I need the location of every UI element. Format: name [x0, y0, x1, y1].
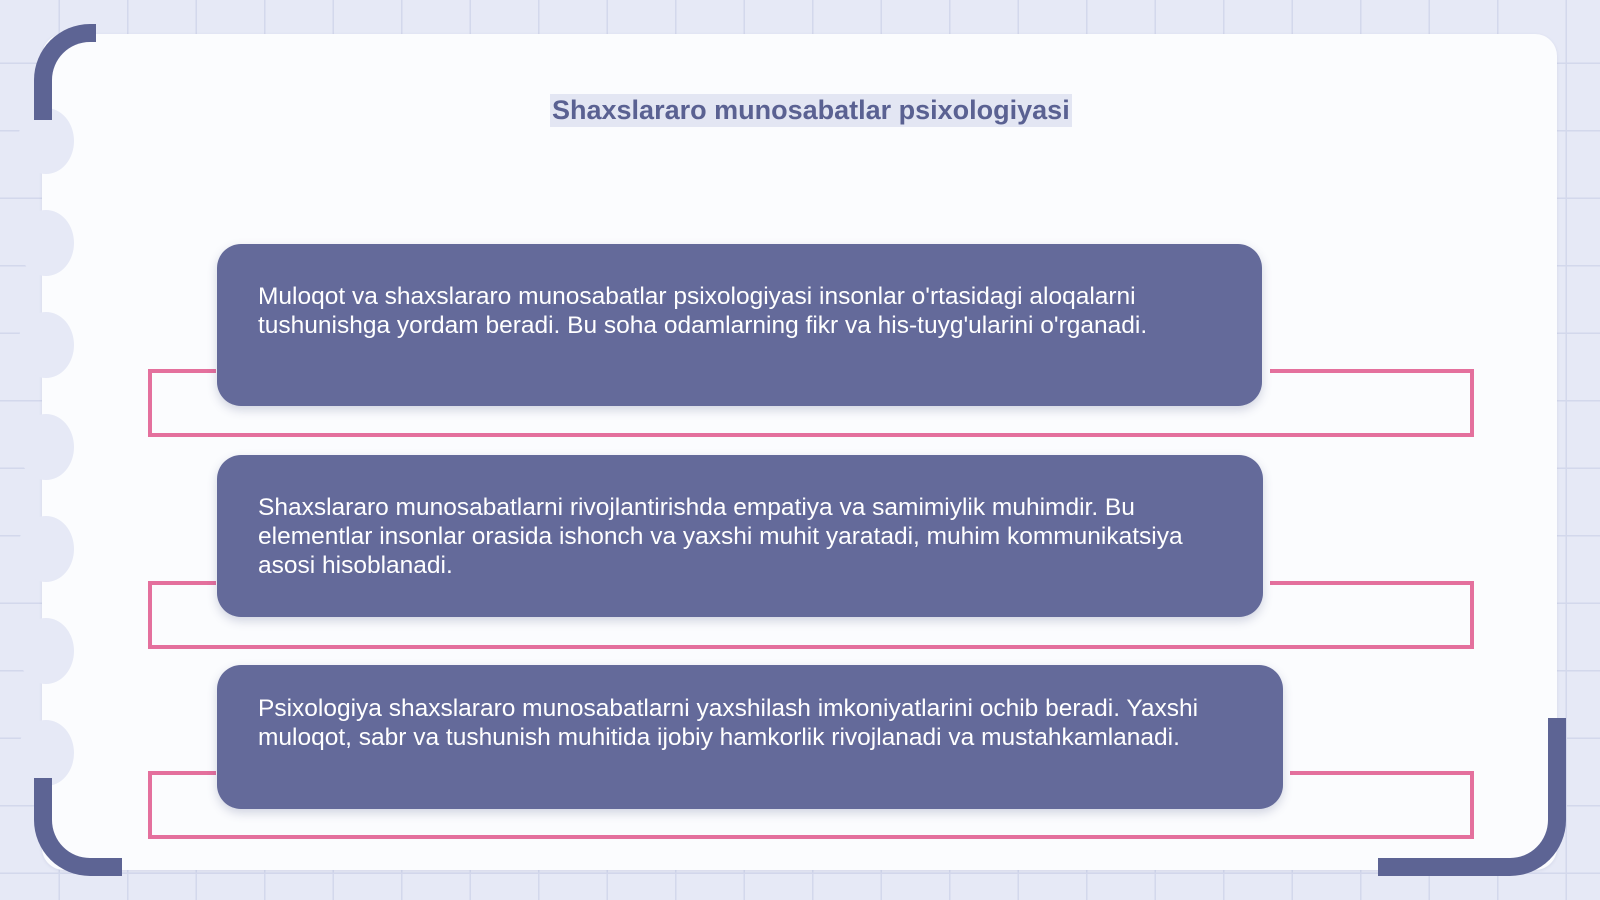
- info-card-text: Shaxslararo munosabatlarni rivojlantirishda empatiya va samimiylik muhimdir. Bu elementlar insonlar orasida ishonch va yaxshi muhit yaratadi, muhim kommunikatsiya asosi hisoblanadi.: [258, 494, 1183, 579]
- paper-punch-hole: [18, 210, 74, 276]
- info-card-1: [217, 244, 1262, 406]
- info-card-text: Muloqot va shaxslararo munosabatlar psixologiyasi insonlar o'rtasidagi aloqalarni tushunishga yordam beradi. Bu soha odamlarning fikr va his-tuyg'ularini o'rganadi.: [258, 283, 1148, 339]
- paper-punch-hole: [18, 516, 74, 582]
- paper-punch-hole: [18, 414, 74, 480]
- paper-punch-hole: [18, 720, 74, 786]
- info-card-text: Psixologiya shaxslararo munosabatlarni yaxshilash imkoniyatlarini ochib beradi. Yaxshi muloqot, sabr va tushunish muhitida ijobiy hamkorlik rivojlanadi va mustahkamlanadi.: [258, 695, 1199, 751]
- info-card-3: [217, 665, 1283, 809]
- corner-bracket-top-left: [34, 24, 96, 120]
- slide-title: Shaxslararo munosabatlar psixologiyasi: [552, 95, 1070, 125]
- info-card-2: [217, 455, 1263, 617]
- paper-punch-hole: [18, 618, 74, 684]
- paper-punch-hole: [18, 312, 74, 378]
